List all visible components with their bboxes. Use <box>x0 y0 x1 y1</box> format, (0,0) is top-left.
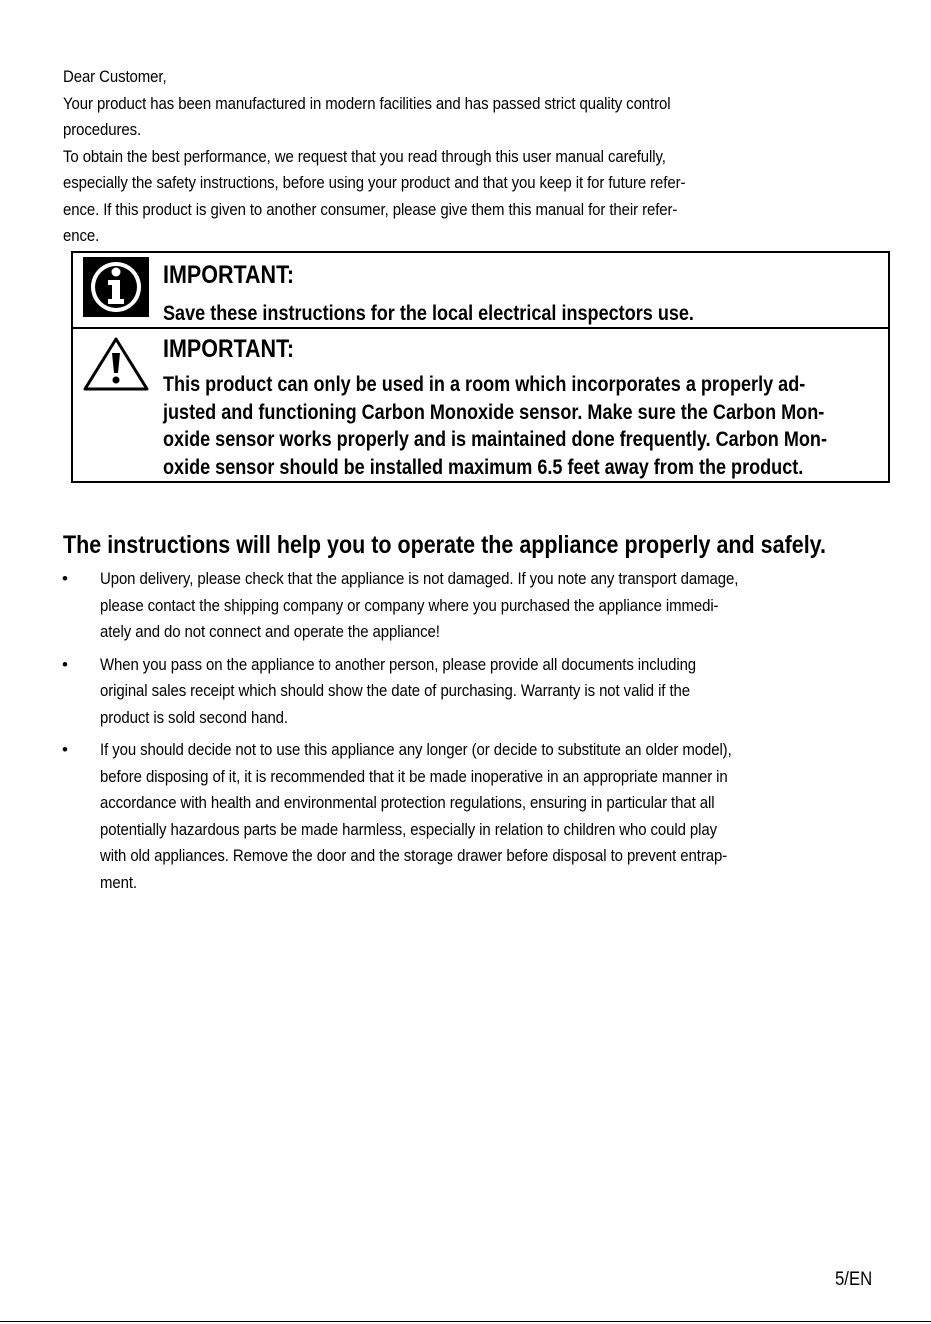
list-item-text <box>100 652 874 732</box>
list-line: with old appliances. Remove the door and the storage drawer before disposal to prevent entrap- <box>100 846 728 865</box>
list-line: original sales receipt which should show the date of purchasing. Warranty is not valid if the <box>100 681 690 700</box>
list-item-text <box>100 566 874 646</box>
notice-line: oxide sensor should be installed maximum 6.5 feet away from the product. <box>163 455 804 479</box>
list-line: product is sold second hand. <box>100 707 288 727</box>
warning-icon <box>81 335 151 395</box>
section-heading: The instructions will help you to operate the appliance properly and safely. <box>63 531 827 559</box>
list-item <box>0 566 931 646</box>
list-line: If you should decide not to use this appliance any longer (or decide to substitute an older model), <box>100 740 732 759</box>
intro-line: Dear Customer, <box>63 67 167 86</box>
important-notice-box <box>71 251 890 483</box>
list-line: ment. <box>100 872 137 892</box>
list-line: Upon delivery, please check that the appliance is not damaged. If you note any transport damage, <box>100 569 739 588</box>
bullet-icon: • <box>62 740 68 759</box>
intro-line: ence. <box>63 226 100 245</box>
intro-line: procedures. <box>63 120 142 139</box>
notice-carbon-monoxide <box>73 327 888 481</box>
list-line: accordance with health and environmental protection regulations, ensuring in particular that all <box>100 793 715 812</box>
list-line: potentially hazardous parts be made harmless, especially in relation to children who could play <box>100 819 717 839</box>
list-line: please contact the shipping company or company where you purchased the appliance immedi- <box>100 595 719 615</box>
notice-text: Save these instructions for the local electrical inspectors use. <box>163 302 694 325</box>
notice-line: This product can only be used in a room which incorporates a properly ad- <box>163 373 806 396</box>
bullet-icon: • <box>62 569 68 588</box>
info-icon <box>83 257 149 317</box>
list-item-text <box>100 737 874 896</box>
notice-title: IMPORTANT: <box>163 335 294 363</box>
list-item <box>0 737 931 896</box>
notice-line: justed and functioning Carbon Monoxide sensor. Make sure the Carbon Mon- <box>163 400 825 424</box>
notice-line: oxide sensor works properly and is maintained done frequently. Carbon Mon- <box>163 428 827 451</box>
list-item <box>0 652 931 732</box>
intro-line: ence. If this product is given to another consumer, please give them this manual for their refer- <box>63 199 678 219</box>
bullet-icon: • <box>62 654 68 674</box>
intro-line: Your product has been manufactured in modern facilities and has passed strict quality control <box>63 93 671 113</box>
instruction-list <box>0 566 931 902</box>
intro-paragraph <box>63 64 853 250</box>
page-bottom-rule <box>0 1321 931 1322</box>
notice-save-instructions <box>73 253 888 329</box>
page-number: 5/EN <box>835 1269 873 1290</box>
notice-title: IMPORTANT: <box>163 261 294 289</box>
list-line: ately and do not connect and operate the appliance! <box>100 622 440 641</box>
notice-text-block <box>163 371 885 481</box>
list-line: before disposing of it, it is recommended that it be made inoperative in an appropriate manner in <box>100 766 728 786</box>
intro-line: especially the safety instructions, before using your product and that you keep it for future refer- <box>63 173 686 192</box>
intro-line: To obtain the best performance, we request that you read through this user manual carefully, <box>63 146 666 166</box>
list-line: When you pass on the appliance to another person, please provide all documents including <box>100 654 697 674</box>
